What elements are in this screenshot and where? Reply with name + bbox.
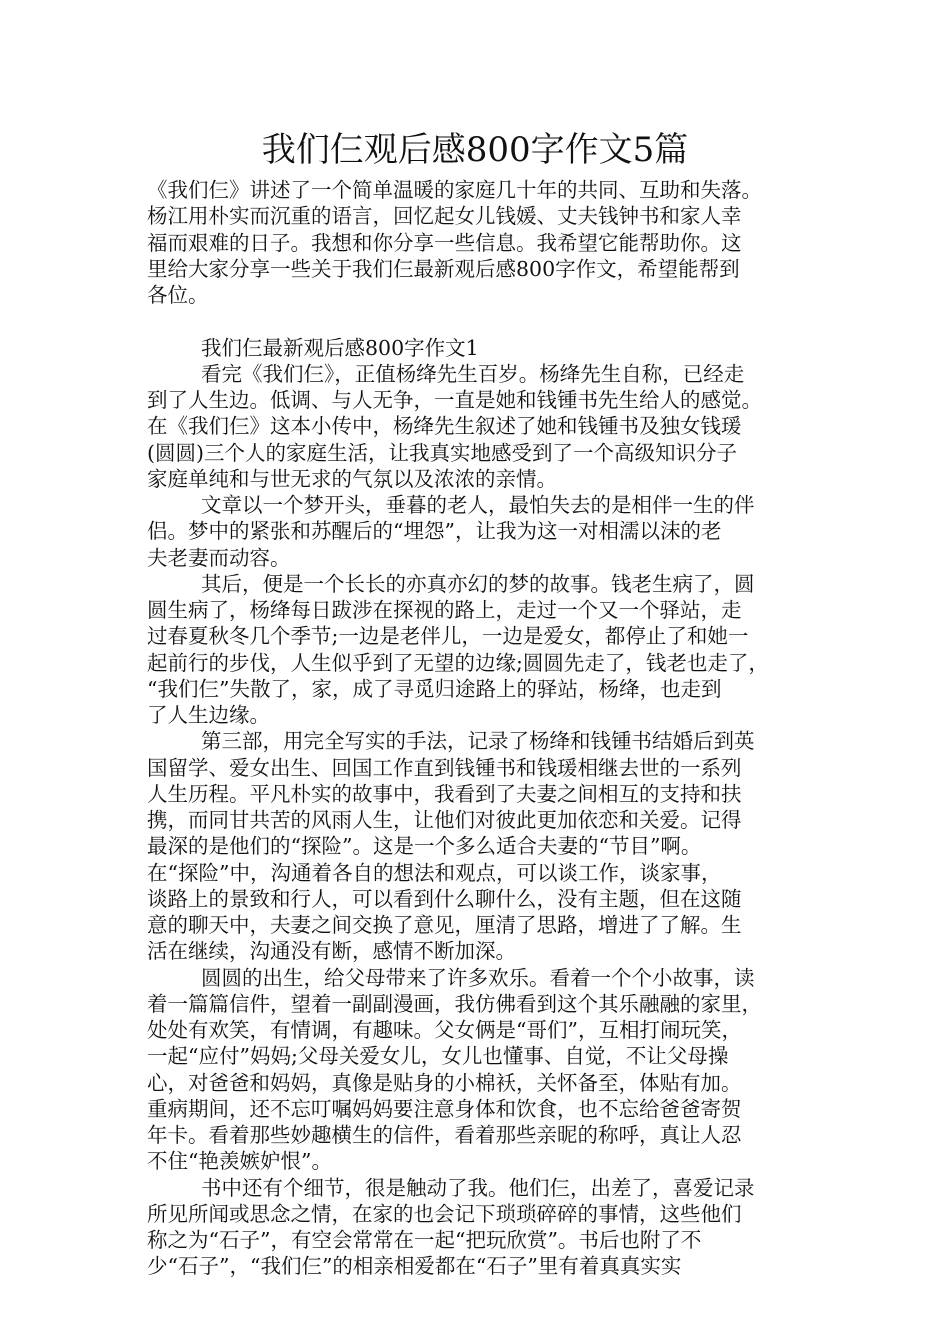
text-line: 称之为“石子”，有空会常常在一起“把玩欣赏”。书后也附了不 [147, 1228, 702, 1252]
text-line: 活在继续，沟通没有断，感情不断加深。 [147, 939, 516, 964]
text-line: 圆生病了，杨绛每日跋涉在探视的路上，走过一个又一个驿站，走 [147, 598, 742, 622]
text-line: 一起“应付”妈妈;父母关爱女儿，女儿也懂事、自觉，不让父母操 [147, 1044, 729, 1069]
text-line: 文章以一个梦开头，垂暮的老人，最怕失去的是相伴一生的伴 [201, 493, 755, 517]
text-line: 所见所闻或思念之情，在家的也会记下琐琐碎碎的事情，这些他们 [147, 1201, 742, 1226]
intro-paragraph [147, 177, 817, 308]
text-line: 书中还有个细节，很是触动了我。他们仨，出差了，喜爱记录 [201, 1175, 755, 1200]
text-line: 最深的是他们的“探险”。这是一个多么适合夫妻的“节目”啊。 [147, 834, 702, 859]
text-line: 着一篇篇信件，望着一副副漫画，我仿佛看到这个其乐融融的家里， [147, 991, 762, 1016]
text-line: “我们仨”失散了，家，成了寻觅归途路上的驿站，杨绛，也走到 [147, 676, 722, 701]
text-line: 在《我们仨》这本小传中，杨绛先生叙述了她和钱锺书及独女钱瑗 [147, 414, 742, 439]
text-line: 在“探险”中，沟通着各自的想法和观点，可以谈工作，谈家事， [147, 860, 722, 885]
text-line: 重病期间，还不忘叮嘱妈妈要注意身体和饮食，也不忘给爸爸寄贺 [147, 1096, 742, 1121]
text-line: 杨江用朴实而沉重的语言，回忆起女儿钱媛、丈夫钱钟书和家人幸 [147, 204, 742, 229]
text-line: 年卡。看着那些妙趣横生的信件，看着那些亲昵的称呼，真让人忍 [147, 1123, 742, 1147]
text-line: 福而艰难的日子。我想和你分享一些信息。我希望它能帮助你。这 [147, 230, 742, 255]
text-line: 夫老妻而动容。 [147, 545, 291, 570]
text-line: 少“石子”，“我们仨”的相亲相爱都在“石子”里有着真真实实 [147, 1254, 682, 1279]
text-line: 过春夏秋冬几个季节;一边是老伴儿，一边是爱女，都停止了和她一 [147, 624, 749, 649]
section-heading: 我们仨最新观后感800字作文1 [201, 335, 479, 360]
text-line: 携，而同甘共苦的风雨人生，让他们对彼此更加依恋和关爱。记得 [147, 808, 742, 832]
paragraph [147, 361, 817, 492]
paragraph [147, 728, 817, 964]
text-line: 不住“艳羡嫉妒恨”。 [147, 1149, 332, 1174]
text-line: 第三部，用完全写实的手法，记录了杨绛和钱锺书结婚后到英 [201, 729, 755, 754]
text-line: 到了人生边。低调、与人无争，一直是她和钱锺书先生给人的感觉。 [147, 388, 762, 412]
document-body [147, 177, 817, 1280]
document-title: 我们仨观后感800字作文5篇 [261, 130, 689, 170]
text-line: 人生历程。平凡朴实的故事中，我看到了夫妻之间相互的支持和扶 [147, 781, 742, 806]
text-line: 起前行的步伐，人生似乎到了无望的边缘;圆圆先走了，钱老也走了， [147, 650, 769, 675]
paragraph [147, 1175, 817, 1280]
text-line: 看完《我们仨》，正值杨绛先生百岁。杨绛先生自称，已经走 [201, 361, 745, 386]
text-line: 圆圆的出生，给父母带来了许多欢乐。看着一个个小故事，读 [201, 965, 755, 990]
text-line: 各位。 [147, 283, 209, 307]
blank-line [147, 308, 817, 334]
paragraph [147, 571, 817, 729]
text-line: 其后，便是一个长长的亦真亦幻的梦的故事。钱老生病了，圆 [201, 571, 755, 596]
text-line: 意的聊天中，夫妻之间交换了意见，厘清了思路，增进了了解。生 [147, 913, 742, 937]
paragraph [147, 492, 817, 571]
paragraph [147, 965, 817, 1175]
text-line: 了人生边缘。 [147, 703, 270, 727]
text-line: 谈路上的景致和行人，可以看到什么聊什么，没有主题，但在这随 [147, 886, 742, 911]
text-line: (圆圆)三个人的家庭生活，让我真实地感受到了一个高级知识分子 [147, 440, 737, 465]
text-line: 里给大家分享一些关于我们仨最新观后感800字作文，希望能帮到 [147, 256, 740, 281]
text-line: 侣。梦中的紧张和苏醒后的“埋怨”，让我为这一对相濡以沫的老 [147, 519, 722, 544]
text-line: 国留学、爱女出生、回国工作直到钱锺书和钱瑗相继去世的一系列 [147, 755, 742, 780]
text-line: 处处有欢笑，有情调，有趣味。父女俩是“哥们”，互相打闹玩笑， [147, 1018, 742, 1042]
text-line: 《我们仨》讲述了一个简单温暖的家庭几十年的共同、互助和失落。 [147, 178, 762, 202]
text-line: 家庭单纯和与世无求的气氛以及浓浓的亲情。 [147, 466, 557, 491]
text-line: 心，对爸爸和妈妈，真像是贴身的小棉袄，关怀备至，体贴有加。 [147, 1070, 742, 1095]
